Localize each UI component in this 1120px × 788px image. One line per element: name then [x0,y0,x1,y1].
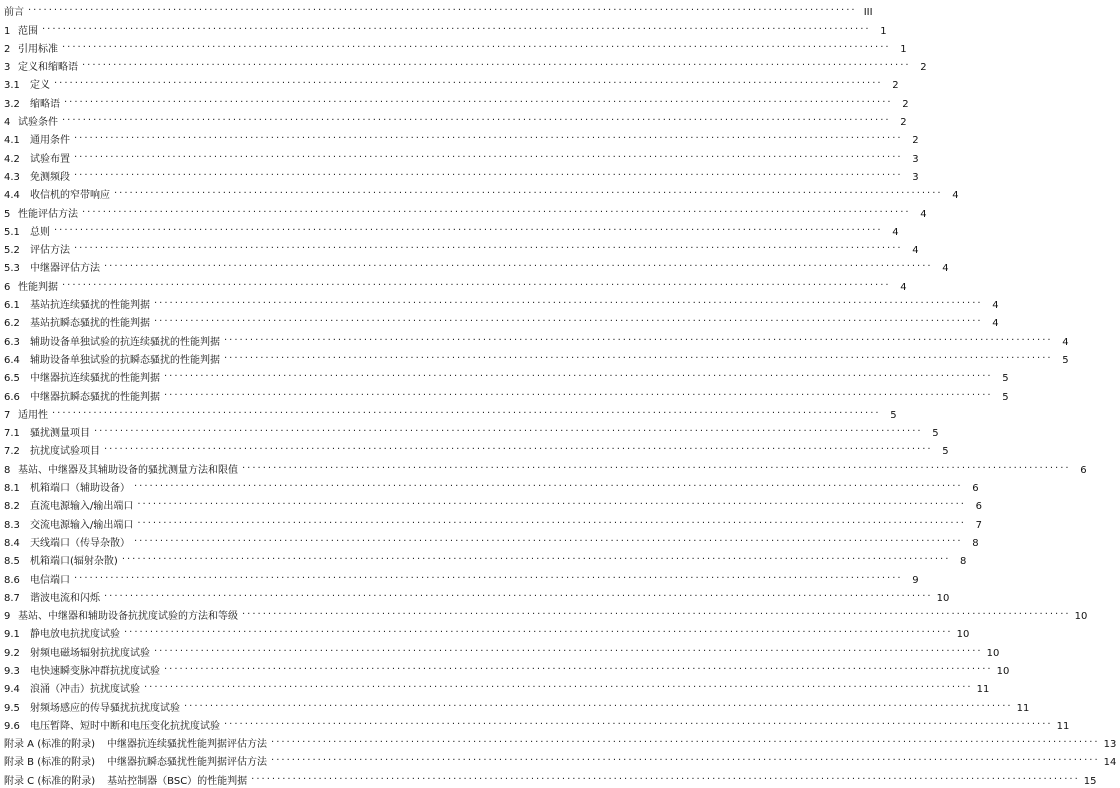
toc-entry[interactable] [4,477,979,495]
toc-entry-number: 9.6 [4,720,20,732]
toc-entry-number: 8.7 [4,592,20,604]
toc-entry-title: 试验条件 [18,117,58,129]
toc-entry-title: 辅助设备单独试验的抗瞬态骚扰的性能判据 [30,354,220,366]
toc-entry-page: 10 [956,629,970,641]
toc-entry-page: 4 [992,318,999,330]
toc-entry-title: 基站抗瞬态骚扰的性能判据 [30,318,150,330]
toc-entry[interactable] [4,275,907,293]
toc-leader-dots: ································································································································································ [184,700,1013,712]
toc-entry[interactable] [4,550,967,568]
toc-entry-number: 3.2 [4,98,20,110]
toc-entry-title: 中继器评估方法 [30,263,100,275]
toc-entry[interactable] [4,74,899,92]
toc-leader-dots: ································································································································································ [104,444,933,456]
toc-entry[interactable] [4,696,1030,714]
toc-leader-dots: ································································································································································ [74,133,903,145]
toc-entry-title: 定义 [30,80,50,92]
toc-entry[interactable] [4,733,1117,751]
toc-entry-number: 5.2 [4,245,20,257]
toc-leader-dots: ································································································································································ [154,316,983,328]
toc-entry-page: 1 [880,25,887,37]
toc-leader-dots: ································································································································································ [137,499,966,511]
toc-entry-page: 4 [900,281,907,293]
toc-entry-title: 缩略语 [30,98,60,110]
toc-entry-title: 基站、中继器及其辅助设备的骚扰测量方法和限值 [18,464,238,476]
toc-entry-title: 电压暂降、短时中断和电压变化抗扰度试验 [30,720,220,732]
toc-leader-dots: ································································································································································ [94,426,923,438]
toc-entry-title: 中继器抗瞬态骚扰性能判据评估方法 [107,757,268,769]
toc-entry[interactable] [4,294,999,312]
toc-entry-page: 6 [972,483,979,495]
toc-entry-title: 适用性 [18,409,48,421]
toc-entry-number: 8.1 [4,483,20,495]
toc-entry[interactable] [4,678,990,696]
toc-entry-page: 6 [975,501,982,513]
toc-entry-number: 4 [4,117,11,129]
toc-entry[interactable] [4,769,1097,787]
toc-entry[interactable] [4,605,1088,623]
toc-entry[interactable] [4,239,919,257]
toc-entry-page: 4 [892,226,899,238]
toc-entry-title: 基站、中继器和辅助设备抗扰度试验的方法和等级 [18,611,238,623]
toc-entry[interactable] [4,404,897,422]
toc-entry-page: 11 [1056,720,1070,732]
toc-entry-page: 3 [912,153,919,165]
toc-leader-dots: ································································································································································ [74,243,903,255]
toc-entry-page: 2 [902,98,909,110]
toc-leader-dots: ································································································································································ [271,755,1100,767]
toc-entry-number: 9.5 [4,702,20,714]
toc-entry-number: 6.4 [4,354,20,366]
toc-entry-number: 5.1 [4,226,20,238]
toc-entry-page: 4 [920,208,927,220]
toc-entry[interactable] [4,349,1069,367]
toc-entry-number: 附录 B (标准的附录) [4,757,96,769]
toc-leader-dots: ································································································································································ [242,609,1071,621]
toc-entry-title: 基站抗连续骚扰的性能判据 [30,300,150,312]
toc-entry-number: 8.2 [4,501,20,513]
toc-leader-dots: ································································································································································ [114,188,943,200]
toc-entry-number: 6.1 [4,300,20,312]
toc-entry-page: 2 [900,117,907,129]
toc-leader-dots: ································································································································································ [54,78,883,90]
toc-entry-number: 4.1 [4,135,20,147]
toc-leader-dots: ································································································································································ [224,718,1053,730]
toc-entry-title: 机箱端口（辅助设备） [30,483,130,495]
toc-entry-page: 5 [932,428,939,440]
toc-entry-number: 7 [4,409,11,421]
toc-entry-page: 6 [1080,464,1087,476]
toc-entry[interactable] [4,202,927,220]
toc-leader-dots: ································································································································································ [154,298,983,310]
toc-leader-dots: ································································································································································ [28,5,857,17]
toc-entry-number: 8 [4,464,11,476]
toc-entry-title: 基站控制器（BSC）的性能判据 [107,775,248,787]
toc-entry-page: 10 [1074,611,1088,623]
toc-leader-dots: ································································································································································ [74,151,903,163]
toc-entry-page: 5 [1002,391,1009,403]
toc-entry[interactable] [4,166,919,184]
toc-entry-page: 8 [960,556,967,568]
toc-entry-title: 通用条件 [30,135,70,147]
toc-entry-number: 附录 A (标准的附录) [4,739,96,751]
toc-leader-dots: ································································································································································ [64,96,893,108]
toc-entry-page: 1 [900,43,907,55]
toc-entry-title: 试验布置 [30,153,70,165]
toc-entry[interactable] [4,92,909,110]
toc-entry-title: 免测频段 [30,171,70,183]
toc-entry-number: 9.2 [4,647,20,659]
toc-entry-title: 性能评估方法 [18,208,78,220]
toc-entry-number: 7.1 [4,428,20,440]
toc-entry-page: 7 [975,519,982,531]
toc-entry[interactable] [4,568,919,586]
toc-entry-number: 6 [4,281,11,293]
toc-leader-dots: ································································································································································ [224,334,1053,346]
toc-leader-dots: ································································································································································ [52,407,881,419]
toc-entry-title: 骚扰测量项目 [30,428,90,440]
toc-entry-title: 交流电源输入/输出端口 [30,519,134,531]
toc-entry-page: 5 [942,446,949,458]
toc-entry-title: 评估方法 [30,245,70,257]
toc-entry-page: 8 [972,537,979,549]
toc-entry-title: 中继器抗瞬态骚扰的性能判据 [30,391,160,403]
toc-entry-page: III [863,7,873,19]
toc-entry-number: 9 [4,611,11,623]
toc-entry-page: 5 [890,409,897,421]
toc-leader-dots: ································································································································································ [74,169,903,181]
toc-entry-number: 5 [4,208,11,220]
toc-entry-page: 14 [1103,757,1117,769]
toc-entry[interactable] [4,623,970,641]
toc-entry[interactable] [4,38,907,56]
toc-entry-number: 8.5 [4,556,20,568]
toc-entry-page: 4 [952,190,959,202]
toc-entry-title: 前言 [4,7,24,19]
toc-leader-dots: ································································································································································ [42,23,871,35]
toc-entry-number: 8.4 [4,537,20,549]
toc-entry-number: 附录 C (标准的附录) [4,775,96,787]
toc-entry-number: 4.3 [4,171,20,183]
toc-entry-number: 4.4 [4,190,20,202]
toc-entry-number: 6.5 [4,373,20,385]
toc-entry-page: 2 [892,80,899,92]
toc-entry[interactable] [4,660,1010,678]
toc-leader-dots: ································································································································································ [154,645,983,657]
toc-leader-dots: ································································································································································ [224,352,1053,364]
toc-leader-dots: ································································································································································ [164,371,993,383]
toc-entry-number: 9.1 [4,629,20,641]
toc-entry-number: 4.2 [4,153,20,165]
toc-entry[interactable] [4,440,949,458]
toc-entry-page: 11 [1016,702,1030,714]
toc-entry[interactable] [4,458,1087,476]
toc-entry-title: 引用标准 [18,43,58,55]
toc-leader-dots: ································································································································································ [82,206,911,218]
toc-leader-dots: ································································································································································ [137,517,966,529]
toc-leader-dots: ································································································································································ [124,627,953,639]
toc-entry-number: 3.1 [4,80,20,92]
toc-entry-number: 7.2 [4,446,20,458]
toc-leader-dots: ································································································································································ [164,389,993,401]
toc-entry[interactable] [4,56,927,74]
toc-leader-dots: ································································································································································ [74,572,903,584]
toc-entry-number: 9.3 [4,665,20,677]
toc-entry[interactable] [4,715,1070,733]
toc-entry-page: 4 [992,300,999,312]
toc-entry[interactable] [4,495,982,513]
toc-entry-title: 性能判据 [18,281,58,293]
toc-entry[interactable] [4,19,887,37]
toc-entry[interactable] [4,532,979,550]
toc-entry-title: 定义和缩略语 [18,62,78,74]
toc-leader-dots: ································································································································································ [62,115,891,127]
toc-leader-dots: ································································································································································ [62,41,891,53]
toc-entry[interactable] [4,587,950,605]
toc-leader-dots: ································································································································································ [104,590,933,602]
toc-entry[interactable] [4,367,1009,385]
toc-entry-page: 9 [912,574,919,586]
toc-entry[interactable] [4,513,982,531]
toc-leader-dots: ································································································································································ [82,60,911,72]
toc-entry-title: 射频电磁场辐射抗扰度试验 [30,647,150,659]
toc-leader-dots: ································································································································································ [144,682,973,694]
toc-entry-title: 机箱端口(辐射杂散) [30,556,118,568]
toc-entry-page: 5 [1002,373,1009,385]
toc-entry[interactable] [4,129,919,147]
toc-entry[interactable] [4,751,1117,769]
toc-entry-title: 直流电源输入/输出端口 [30,501,134,513]
toc-entry-title: 辅助设备单独试验的抗连续骚扰的性能判据 [30,336,220,348]
toc-entry-title: 谐波电流和闪烁 [30,592,100,604]
toc-entry[interactable] [4,422,939,440]
toc-entry-title: 电快速瞬变脉冲群抗扰度试验 [30,665,160,677]
toc-leader-dots: ································································································································································ [164,663,993,675]
toc-leader-dots: ································································································································································ [271,737,1100,749]
toc-entry-title: 天线端口（传导杂散） [30,537,130,549]
toc-leader-dots: ································································································································································ [134,481,963,493]
toc-entry-page: 4 [942,263,949,275]
toc-entry-number: 6.2 [4,318,20,330]
toc-entry-title: 浪涌（冲击）抗扰度试验 [30,684,140,696]
toc-entry[interactable] [4,221,899,239]
toc-entry[interactable] [4,184,959,202]
toc-entry-page: 5 [1062,354,1069,366]
toc-entry-page: 13 [1103,739,1117,751]
toc-entry[interactable] [4,147,919,165]
toc-entry-number: 3 [4,62,11,74]
toc-entry-page: 15 [1083,775,1097,787]
toc-entry-title: 抗扰度试验项目 [30,446,100,458]
toc-entry-number: 6.6 [4,391,20,403]
toc-entry-page: 3 [912,171,919,183]
toc-entry-title: 静电放电抗扰度试验 [30,629,120,641]
toc-entry-page: 11 [976,684,990,696]
toc-entry-number: 5.3 [4,263,20,275]
toc-entry-page: 10 [996,665,1010,677]
toc-entry-title: 收信机的窄带响应 [30,190,110,202]
toc-entry[interactable] [4,312,999,330]
toc-entry-number: 8.6 [4,574,20,586]
toc-entry-number: 9.4 [4,684,20,696]
toc-entry-page: 10 [986,647,1000,659]
toc-entry[interactable] [4,641,1000,659]
toc-entry[interactable] [4,111,907,129]
toc-entry[interactable] [4,1,873,19]
toc-leader-dots: ································································································································································ [62,279,891,291]
toc-entry-title: 电信端口 [30,574,70,586]
toc-leader-dots: ································································································································································ [251,773,1080,785]
toc-entry-number: 8.3 [4,519,20,531]
toc-entry-title: 总则 [30,226,50,238]
toc-leader-dots: ································································································································································ [242,462,1071,474]
toc-entry-page: 4 [912,245,919,257]
toc-entry-page: 2 [920,62,927,74]
toc-entry-title: 射频场感应的传导骚扰抗扰度试验 [30,702,180,714]
toc-entry-page: 4 [1062,336,1069,348]
toc-leader-dots: ································································································································································ [134,535,963,547]
toc-entry-number: 6.3 [4,336,20,348]
toc-leader-dots: ································································································································································ [121,554,951,566]
toc-entry-title: 中继器抗连续骚扰性能判据评估方法 [107,739,268,751]
toc-entry[interactable] [4,330,1069,348]
toc-entry-page: 2 [912,135,919,147]
toc-entry-title: 中继器抗连续骚扰的性能判据 [30,373,160,385]
toc-entry-number: 2 [4,43,11,55]
toc-entry-page: 10 [936,592,950,604]
toc-leader-dots: ································································································································································ [54,224,883,236]
toc-leader-dots: ································································································································································ [104,261,933,273]
toc-entry-number: 1 [4,25,11,37]
toc-entry[interactable] [4,257,949,275]
toc-entry[interactable] [4,385,1009,403]
toc-entry-title: 范围 [18,25,38,37]
